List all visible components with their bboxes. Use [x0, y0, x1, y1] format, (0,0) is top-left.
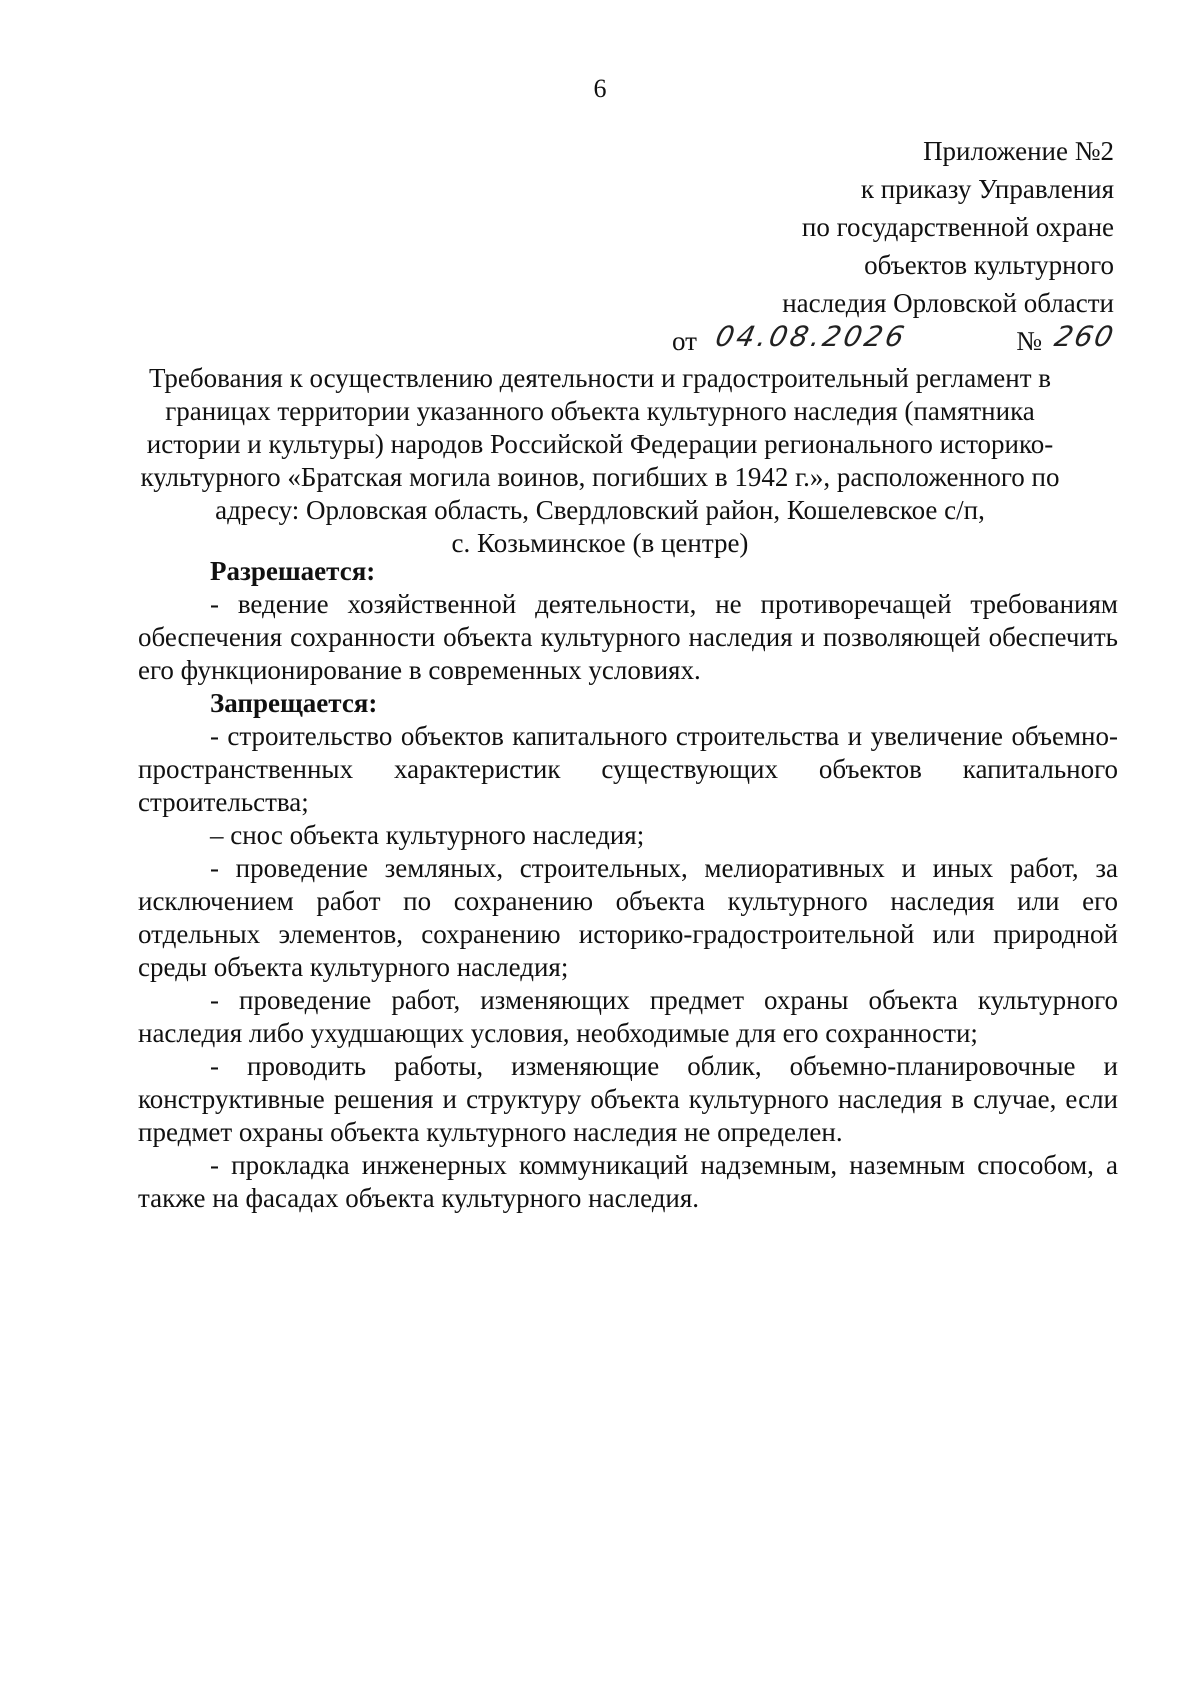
forbidden-item: - строительство объектов капитального строительства и увеличение объемно-пространственных характеристик существующих объектов капитального строительства;: [138, 721, 1118, 817]
forbidden-item: - проведение работ, изменяющих предмет охраны объекта культурного наследия либо ухудшающих условия, необходимые для его сохранности;: [138, 985, 1118, 1048]
title-line: Требования к осуществлению деятельности и градостроительный регламент в: [148, 363, 1052, 393]
forbidden-heading: Запрещается:: [210, 688, 378, 718]
forbidden-item: – снос объекта культурного наследия;: [210, 820, 645, 850]
title-line: границах территории указанного объекта культурного наследия (памятника: [165, 396, 1035, 426]
approval-line: наследия Орловской области: [782, 288, 1114, 318]
page-number: 6: [593, 74, 607, 103]
approval-line: объектов культурного: [864, 250, 1114, 280]
allowed-heading: Разрешается:: [210, 556, 376, 586]
forbidden-item: - проведение земляных, строительных, мелиоративных и иных работ, за исключением работ по сохранению объекта культурного наследия или его отдельных элементов, сохранению историко-градостроительной или природной среды объекта культурного наследия;: [138, 853, 1118, 982]
document-title: [100, 362, 1100, 560]
title-line: культурного «Братская могила воинов, погибших в 1942 г.», расположенного по: [140, 462, 1060, 492]
forbidden-item: - прокладка инженерных коммуникаций надземным, наземным способом, а также на фасадах объекта культурного наследия.: [138, 1150, 1118, 1213]
approval-line: Приложение №2: [923, 136, 1114, 166]
title-line: адресу: Орловская область, Свердловский район, Кошелевское с/п,: [215, 495, 985, 525]
order-number-prefix: №: [1016, 326, 1042, 356]
order-date-line: [514, 320, 1118, 364]
title-line: с. Козьминское (в центре): [451, 528, 749, 558]
forbidden-item: - проводить работы, изменяющие облик, объемно-планировочные и конструктивные решения и структуру объекта культурного наследия в случае, если предмет охраны объекта культурного наследия не определен.: [138, 1051, 1118, 1147]
order-date-handwritten: 04.08.2026: [712, 320, 910, 353]
order-number-handwritten: 260: [1051, 320, 1118, 353]
approval-line: к приказу Управления: [860, 174, 1114, 204]
order-date-prefix: от: [672, 326, 697, 356]
allowed-item: - ведение хозяйственной деятельности, не противоречащей требованиям обеспечения сохранности объекта культурного наследия и позволяющей обеспечить его функционирование в современных условиях.: [138, 589, 1118, 685]
approval-line: по государственной охране: [801, 212, 1114, 242]
document-body: [138, 555, 1118, 1215]
title-line: истории и культуры) народов Российской Федерации регионального историко-: [146, 429, 1054, 459]
approval-block: [514, 132, 1118, 364]
